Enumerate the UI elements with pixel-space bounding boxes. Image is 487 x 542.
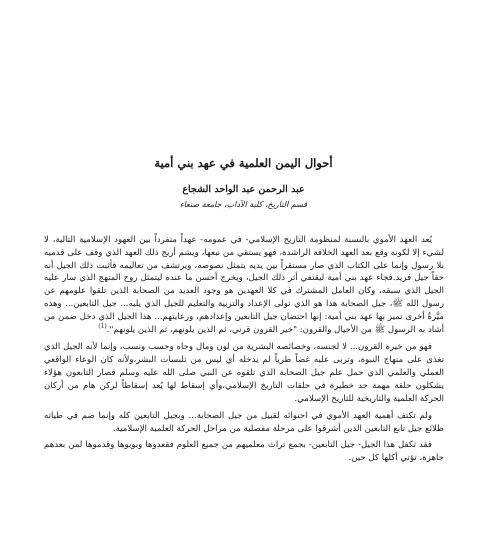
author-affiliation: قسم التاريخ، كلية الآداب، جامعة صنعاء xyxy=(179,200,308,209)
paragraph: فهو من خيرة القرون... لا لجنسه، وخصائصه البشرية من لون ومال وجاه وحسب ونسب، وإنما لأنه الجيل الذي تغذى على منهاج النبوة، وتربى عليه غضاً طرياً لم يدخله أي ليس من تلبسات البشر،ولأنه كان الوعاء الواقعي العملي والعلمي الذي حمل علم جيل الصحابة الذي تلقوه عن النبي صلى الله عليه وسلم فصار التابعون هؤلاء يشكلون حلقة مهمة جد خطيرة في حلقات التاريخ الإسلامي،وأي إسقاط لها يُعد إسقاطاً لركن هام من أركان الحركة العلمية والتاريخية للتاريخ الإسلامي. xyxy=(44,342,444,404)
paragraph xyxy=(44,234,444,336)
article-title: أحوال اليمن العلمية في عهد بني أمية xyxy=(154,156,333,170)
paragraph: فقد تكفل هذا الجيل- جيل التابعين- بجمع تراث معلميهم من جميع العلوم فقعدوها وبوبوها وقدموها لمن بعدهم جاهزة، تؤتي أكلها كل حين. xyxy=(44,439,444,463)
footnote-marker: (1) xyxy=(98,322,107,330)
author-name: عبد الرحمن عبد الواحد الشجاع xyxy=(182,184,305,195)
paragraph: ولم تكتف أهمية العهد الأموي في احتوائه لقبيل من جيل الصحابة... وبجيل التابعين كله وإنما ضم في طياته طلائع جيل تابع التابعين الذين أشرقوا على مرحلة مفصلية من مراحل الحركة العلمية الإسلامية. xyxy=(44,411,444,435)
article-body xyxy=(44,234,444,470)
paragraph-text: يُعد العهد الأموي بالنسبة لمنظومة التاريخ الإسلامي- في عمومه- عهداً متفرداً بين العهود الإسلامية التالية، لا لشيء إلا لكونه وقع بعد العهد الخلافة الراشدة، فهو يستقي من نبعها، ويشم أريج ذلك العهد الذي وقف على قدميه بلا رسول وإنما على الكتاب الذي صار مستقراً بين يديه يتمثل نصوصه، ويرتشف من تعاليمه فأثبت ذلك الجيل أنه حقاً جيل فريد.فجاء عهد بني أمية ليقتفي أثر ذلك الجيل، ويخرج أحسن ما عنده ليتمثل روح المنهج الذي سار عليه الجيل الذي سبقه، وكان العامل المشترك في كلا العهدين هو وجود العديد من الصحابة الذين تلقوا علومهم عن رسول الله ﷺ، جيل الصحابة هذا هو الذي تولى الإعداد والتربية والتعليم للجيل الذي يليه... جيل التابعين... وهذه ميَّزةٌ أخرى تميز بها عهد بني أمية: إنها احتضان جيل التابعين وإعدادهم، ورعايتهم... هذا الجيل الذي دخل ضمن من أشاد به الرسول ﷺ من الأجيال والقرون: "خير القرون قرني، ثم الذين يلونهم، ثم الذين يلونهم". xyxy=(44,235,444,335)
